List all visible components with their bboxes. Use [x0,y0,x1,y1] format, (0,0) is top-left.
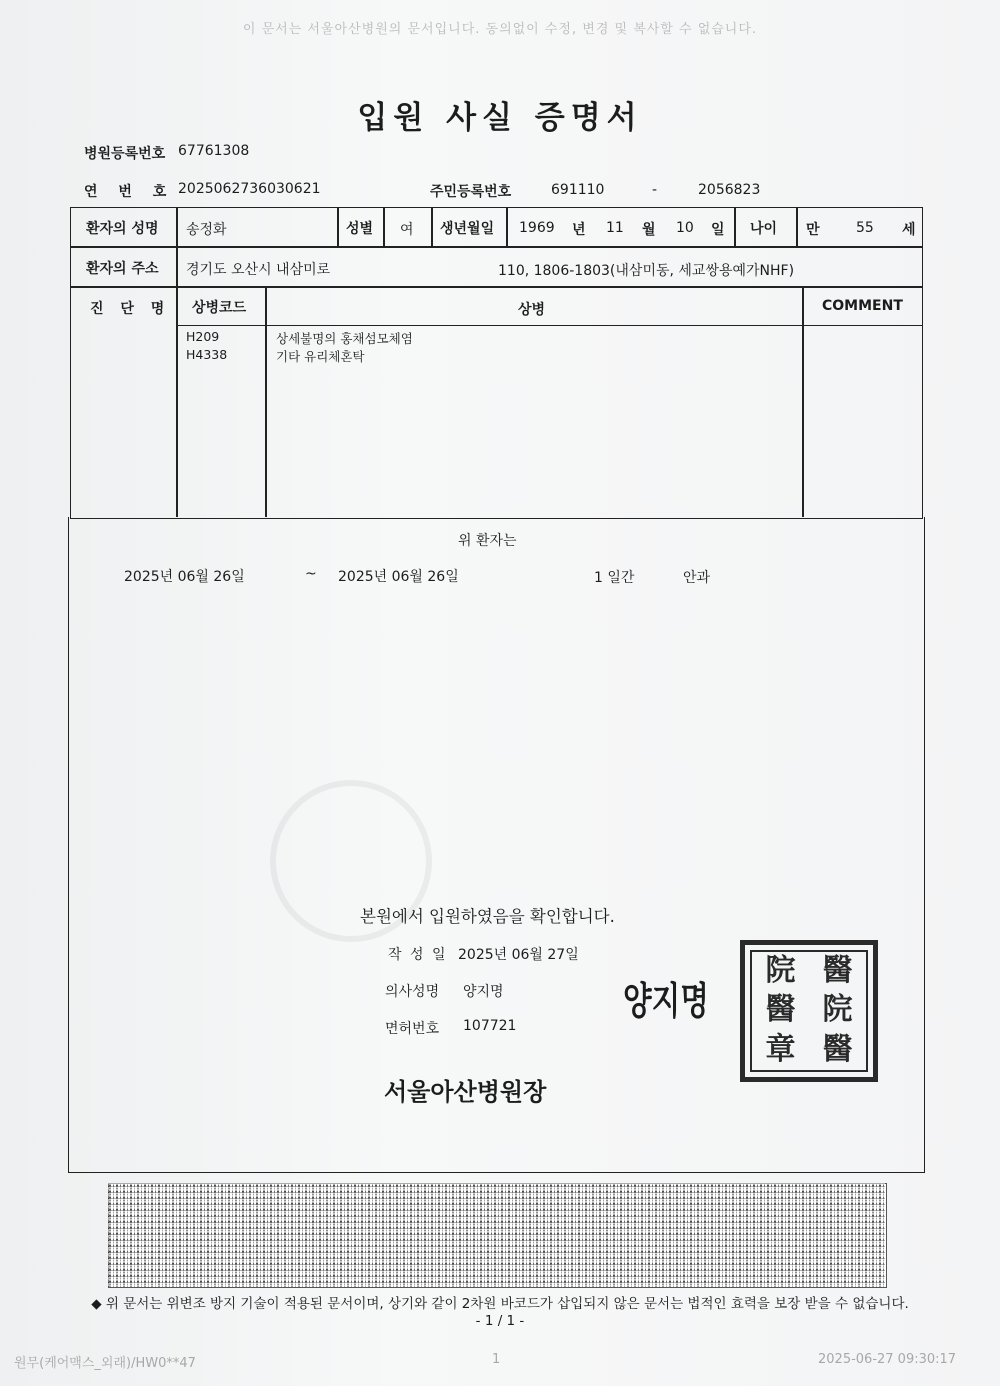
serial-label: 연 번 호 [84,184,175,200]
admission-days: 1 일간 [594,570,635,586]
age-label: 나이 [750,221,778,237]
table-rule [176,325,923,326]
resident-id-dash: - [652,182,658,198]
table-rule [796,207,798,247]
age-unit: 세 [902,222,916,238]
registration-label: 병원등록번호 [84,146,166,162]
diagnosis-name: 기타 유리체혼탁 [276,349,365,364]
table-rule [431,207,433,247]
document-title: 입원 사실 증명서 [357,100,643,136]
admission-intro: 위 환자는 [458,533,517,549]
month-unit: 월 [642,222,656,238]
resident-id-label: 주민등록번호 [430,184,512,200]
registration-value: 67761308 [178,143,250,159]
table-rule [176,207,178,517]
resident-id-back: 2056823 [698,182,761,198]
table-rule [337,207,339,247]
table-rule [383,207,385,247]
seal-character: 醫 [765,992,796,1028]
age-value: 55 [856,220,874,236]
issuer-code: 원무(케어맥스_외래)/HW0**47 [14,1356,196,1371]
table-rule [265,286,267,517]
name-header: 상병 [518,302,546,318]
admission-start: 2025년 06월 26일 [124,569,245,585]
patient-name-label: 환자의 성명 [86,221,159,237]
seal-character: 章 [765,1031,796,1067]
confirmation-statement: 본원에서 입원하였음을 확인합니다. [360,907,615,926]
year-unit: 년 [572,222,586,238]
table-rule [506,207,508,247]
birth-month: 11 [606,220,624,236]
address-line-2: 110, 1806-1803(내삼미동, 세교쌍용예가NHF) [498,263,795,279]
hospital-seal [740,940,878,1082]
diagnosis-code: H209 [186,329,220,344]
license-label: 면허번호 [385,1021,440,1037]
doctor-name-label: 의사성명 [385,984,440,1000]
issue-date-label: 작 성 일 [388,947,448,963]
address-line-1: 경기도 오산시 내삼미로 [186,262,331,278]
code-header: 상병코드 [192,300,247,316]
day-unit: 일 [711,222,725,238]
table-rule [734,207,736,247]
copy-protection-notice: 이 문서는 서울아산병원의 문서입니다. 동의없이 수정, 변경 및 복사할 수 없습니다. [242,22,758,37]
issue-date-value: 2025년 06월 27일 [458,947,579,963]
address-label: 환자의 주소 [86,261,159,277]
footer-notice: ◆ 위 문서는 위변조 방지 기술이 적용된 문서이며, 상기와 같이 2차원 바코드가 삽입되지 않은 문서는 법적인 효력을 보장 받을 수 없습니다. [91,1296,909,1312]
hospital-director: 서울아산병원장 [384,1078,547,1106]
seal-character: 醫 [822,1031,853,1067]
seal-character: 院 [765,953,796,988]
table-rule [802,286,804,517]
security-barcode-texture [108,1183,885,1286]
license-value: 107721 [463,1018,517,1034]
diagnosis-code: H4338 [186,347,228,362]
print-timestamp: 2025-06-27 09:30:17 [818,1352,957,1367]
admission-tilde: ~ [305,566,317,582]
seal-character: 醫 [822,953,853,988]
patient-name: 송정화 [186,222,227,238]
serial-value: 2025062736030621 [178,181,321,197]
sex-label: 성별 [346,221,374,237]
doctor-name-value: 양지명 [463,984,504,1000]
print-count: 1 [492,1352,501,1367]
comment-header: COMMENT [822,298,903,314]
page-number: - 1 / 1 - [475,1313,525,1329]
diagnosis-label: 진 단 명 [90,301,171,317]
diagnosis-name: 상세불명의 홍채섬모체염 [276,331,413,346]
admission-department: 안과 [683,570,711,586]
seal-character: 院 [822,992,853,1028]
resident-id-front: 691110 [551,182,605,198]
patient-table [70,207,923,519]
birth-year: 1969 [519,220,555,236]
birth-day: 10 [676,220,694,236]
admission-end: 2025년 06월 26일 [338,569,459,585]
age-prefix: 만 [806,222,820,238]
sex-value: 여 [400,222,414,238]
table-rule [70,286,923,288]
doctor-signature: 양지명 [623,979,709,1023]
birth-label: 생년월일 [440,221,495,237]
